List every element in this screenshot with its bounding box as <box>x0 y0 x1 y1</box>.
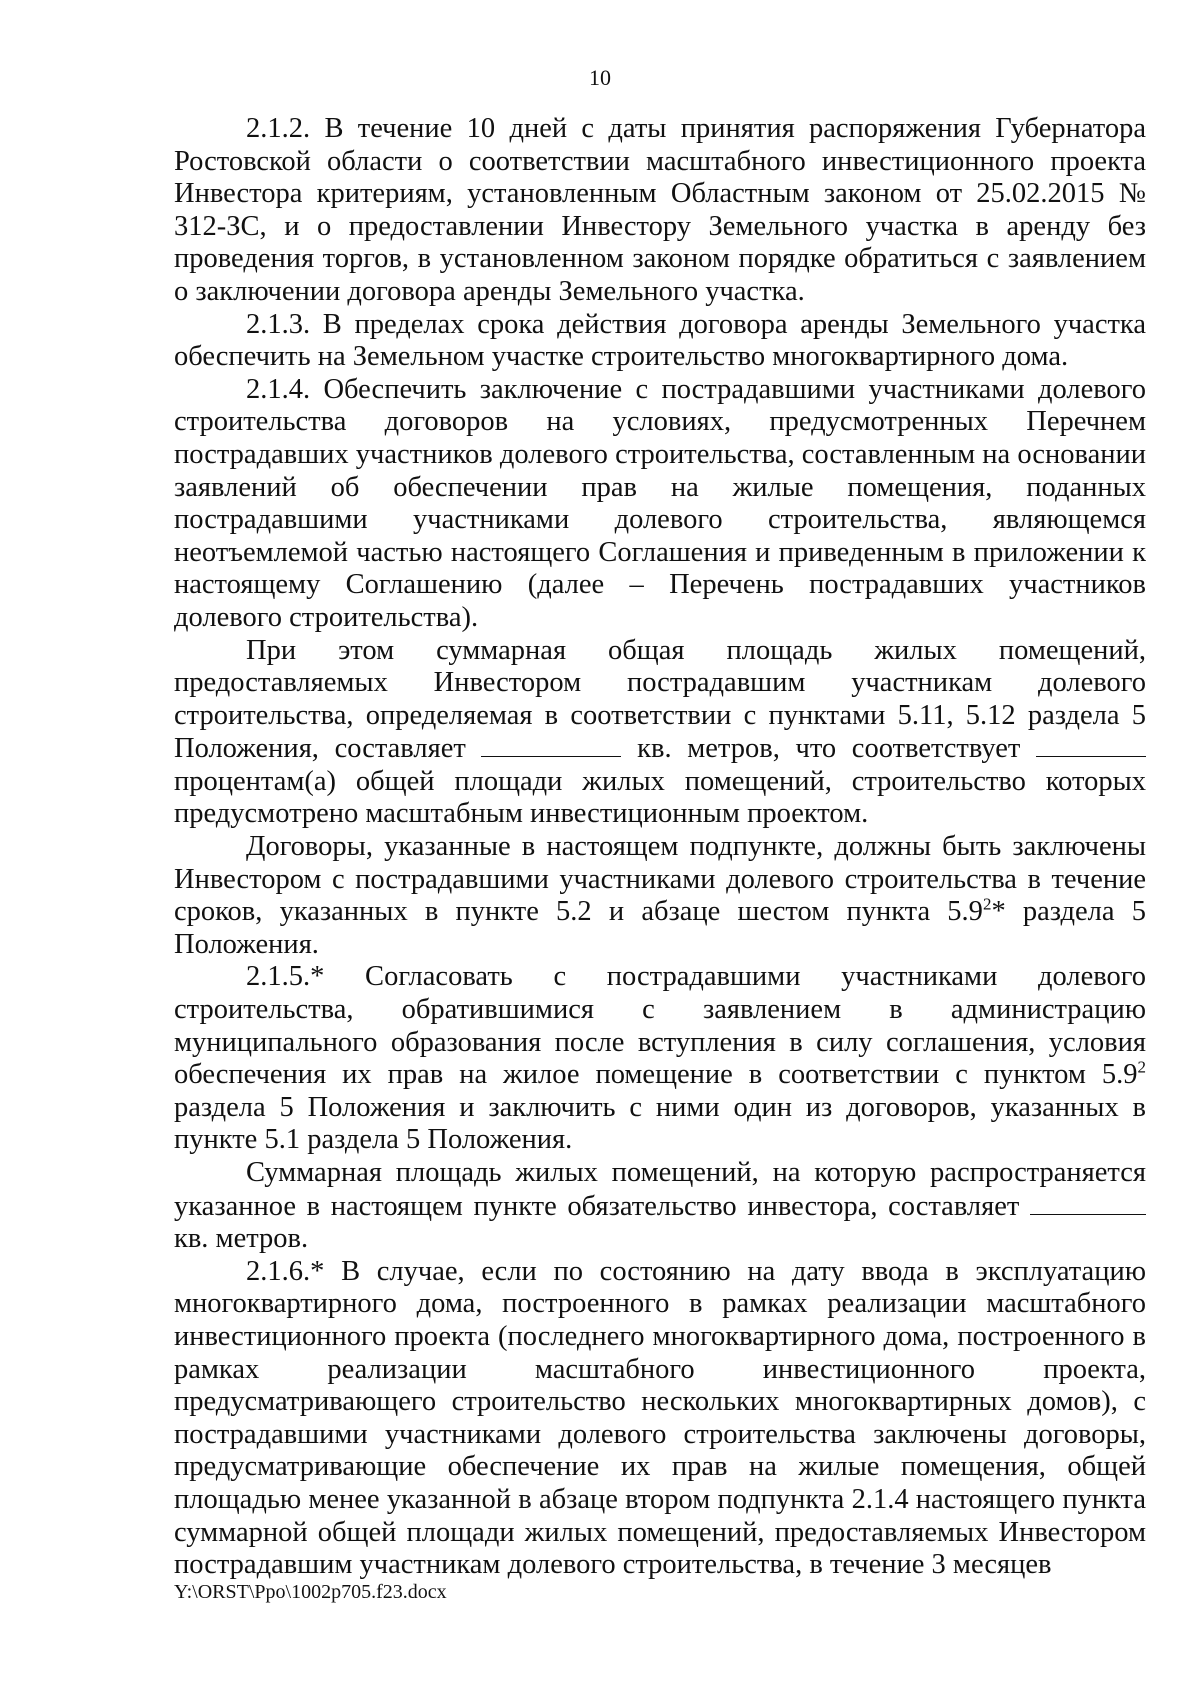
document-body <box>174 113 1146 1582</box>
agree-text-b: раздела 5 Положения и заключить с ними один из договоров, указанных в пункте 5.1 раздела 5 Положения. <box>174 1091 1146 1156</box>
superscript-2: 2 <box>1137 1057 1146 1077</box>
paragraph-2-1-3: 2.1.3. В пределах срока действия договора аренды Земельного участка обеспечить на Земельном участке строительство многоквартирного дома. <box>174 308 1146 373</box>
obligation-area-blank-field <box>1030 1190 1146 1215</box>
total-area-text-b: кв. метров, что соответствует <box>637 733 1021 765</box>
agree-text-a: 2.1.5.* Согласовать с пострадавшими участниками долевого строительства, обратившимися с заявлением в администрацию муниципального образования после вступления в силу соглашения, условия обеспечения их прав на жилое помещение в соответствии с пунктом 5.9 <box>174 961 1146 1091</box>
percent-blank-field <box>1036 732 1146 757</box>
footer-file-path: Y:\ORST\Ppo\1002p705.f23.docx <box>174 1581 447 1603</box>
paragraph-2-1-4: 2.1.4. Обеспечить заключение с пострадавшими участниками долевого строительства договоров на условиях, предусмотренных Перечнем пострадавших участников долевого строительства, составленным на основании заявлений об обеспечении прав на жилые помещения, поданных пострадавшими участниками долевого строительства, являющемся неотъемлемой частью настоящего Соглашения и приведенным в приложении к настоящему Соглашению (далее – Перечень пострадавших участников долевого строительства). <box>174 373 1146 633</box>
total-area-text-c: процентам(а) общей площади жилых помещений, строительство которых предусмотрено масштабным инвестиционным проектом. <box>174 765 1146 830</box>
page-number: 10 <box>589 65 611 90</box>
total-area-text-a: При этом суммарная общая площадь жилых помещений, предоставляемых Инвестором пострадавшим участникам долевого строительства, определяемая в соответствии с пунктами 5.11, 5.12 раздела 5 Положения, составляет <box>174 634 1146 765</box>
contracts-text-a: Договоры, указанные в настоящем подпункте, должны быть заключены Инвестором с пострадавшими участниками долевого строительства в течение сроков, указанных в пункте 5.2 и абзаце шестом пункта 5.9 <box>174 831 1146 928</box>
obligation-text-a: Суммарная площадь жилых помещений, на которую распространяется указанное в настоящем пункте обязательство инвестора, составляет <box>174 1157 1146 1222</box>
paragraph-2-1-6: 2.1.6.* В случае, если по состоянию на дату ввода в эксплуатацию многоквартирного дома, построенного в рамках реализации масштабного инвестиционного проекта (последнего многоквартирного дома, построенного в рамках реализации масштабного инвестиционного проекта, предусматривающего строительство нескольких многоквартирных домов), с пострадавшими участниками долевого строительства заключены договоры, предусматривающие обеспечение их прав на жилые помещения, общей площадью менее указанной в абзаце втором подпункта 2.1.4 настоящего пункта суммарной общей площади жилых помещений, предоставляемых Инвестором пострадавшим участникам долевого строительства, в течение 3 месяцев <box>174 1255 1146 1581</box>
paragraph-2-1-5 <box>174 961 1146 1157</box>
paragraph-total-area <box>174 635 1146 832</box>
obligation-text-b: кв. метров. <box>174 1223 309 1255</box>
paragraph-2-1-2: 2.1.2. В течение 10 дней с даты принятия распоряжения Губернатора Ростовской области о соответствии масштабного инвестиционного проекта Инвестора критериям, установленным Областным законом от 25.02.2015 № 312-ЗС, и о предоставлении Инвестору Земельного участка в аренду без проведения торгов, в установленном законом порядке обратиться с заявлением о заключении договора аренды Земельного участка. <box>174 113 1146 307</box>
paragraph-obligation-area <box>174 1157 1146 1256</box>
area-blank-field <box>481 732 621 757</box>
contracts-text-b: * раздела 5 Положения. <box>174 896 1146 960</box>
paragraph-contracts-terms <box>174 831 1146 961</box>
superscript-2: 2 <box>982 894 992 914</box>
